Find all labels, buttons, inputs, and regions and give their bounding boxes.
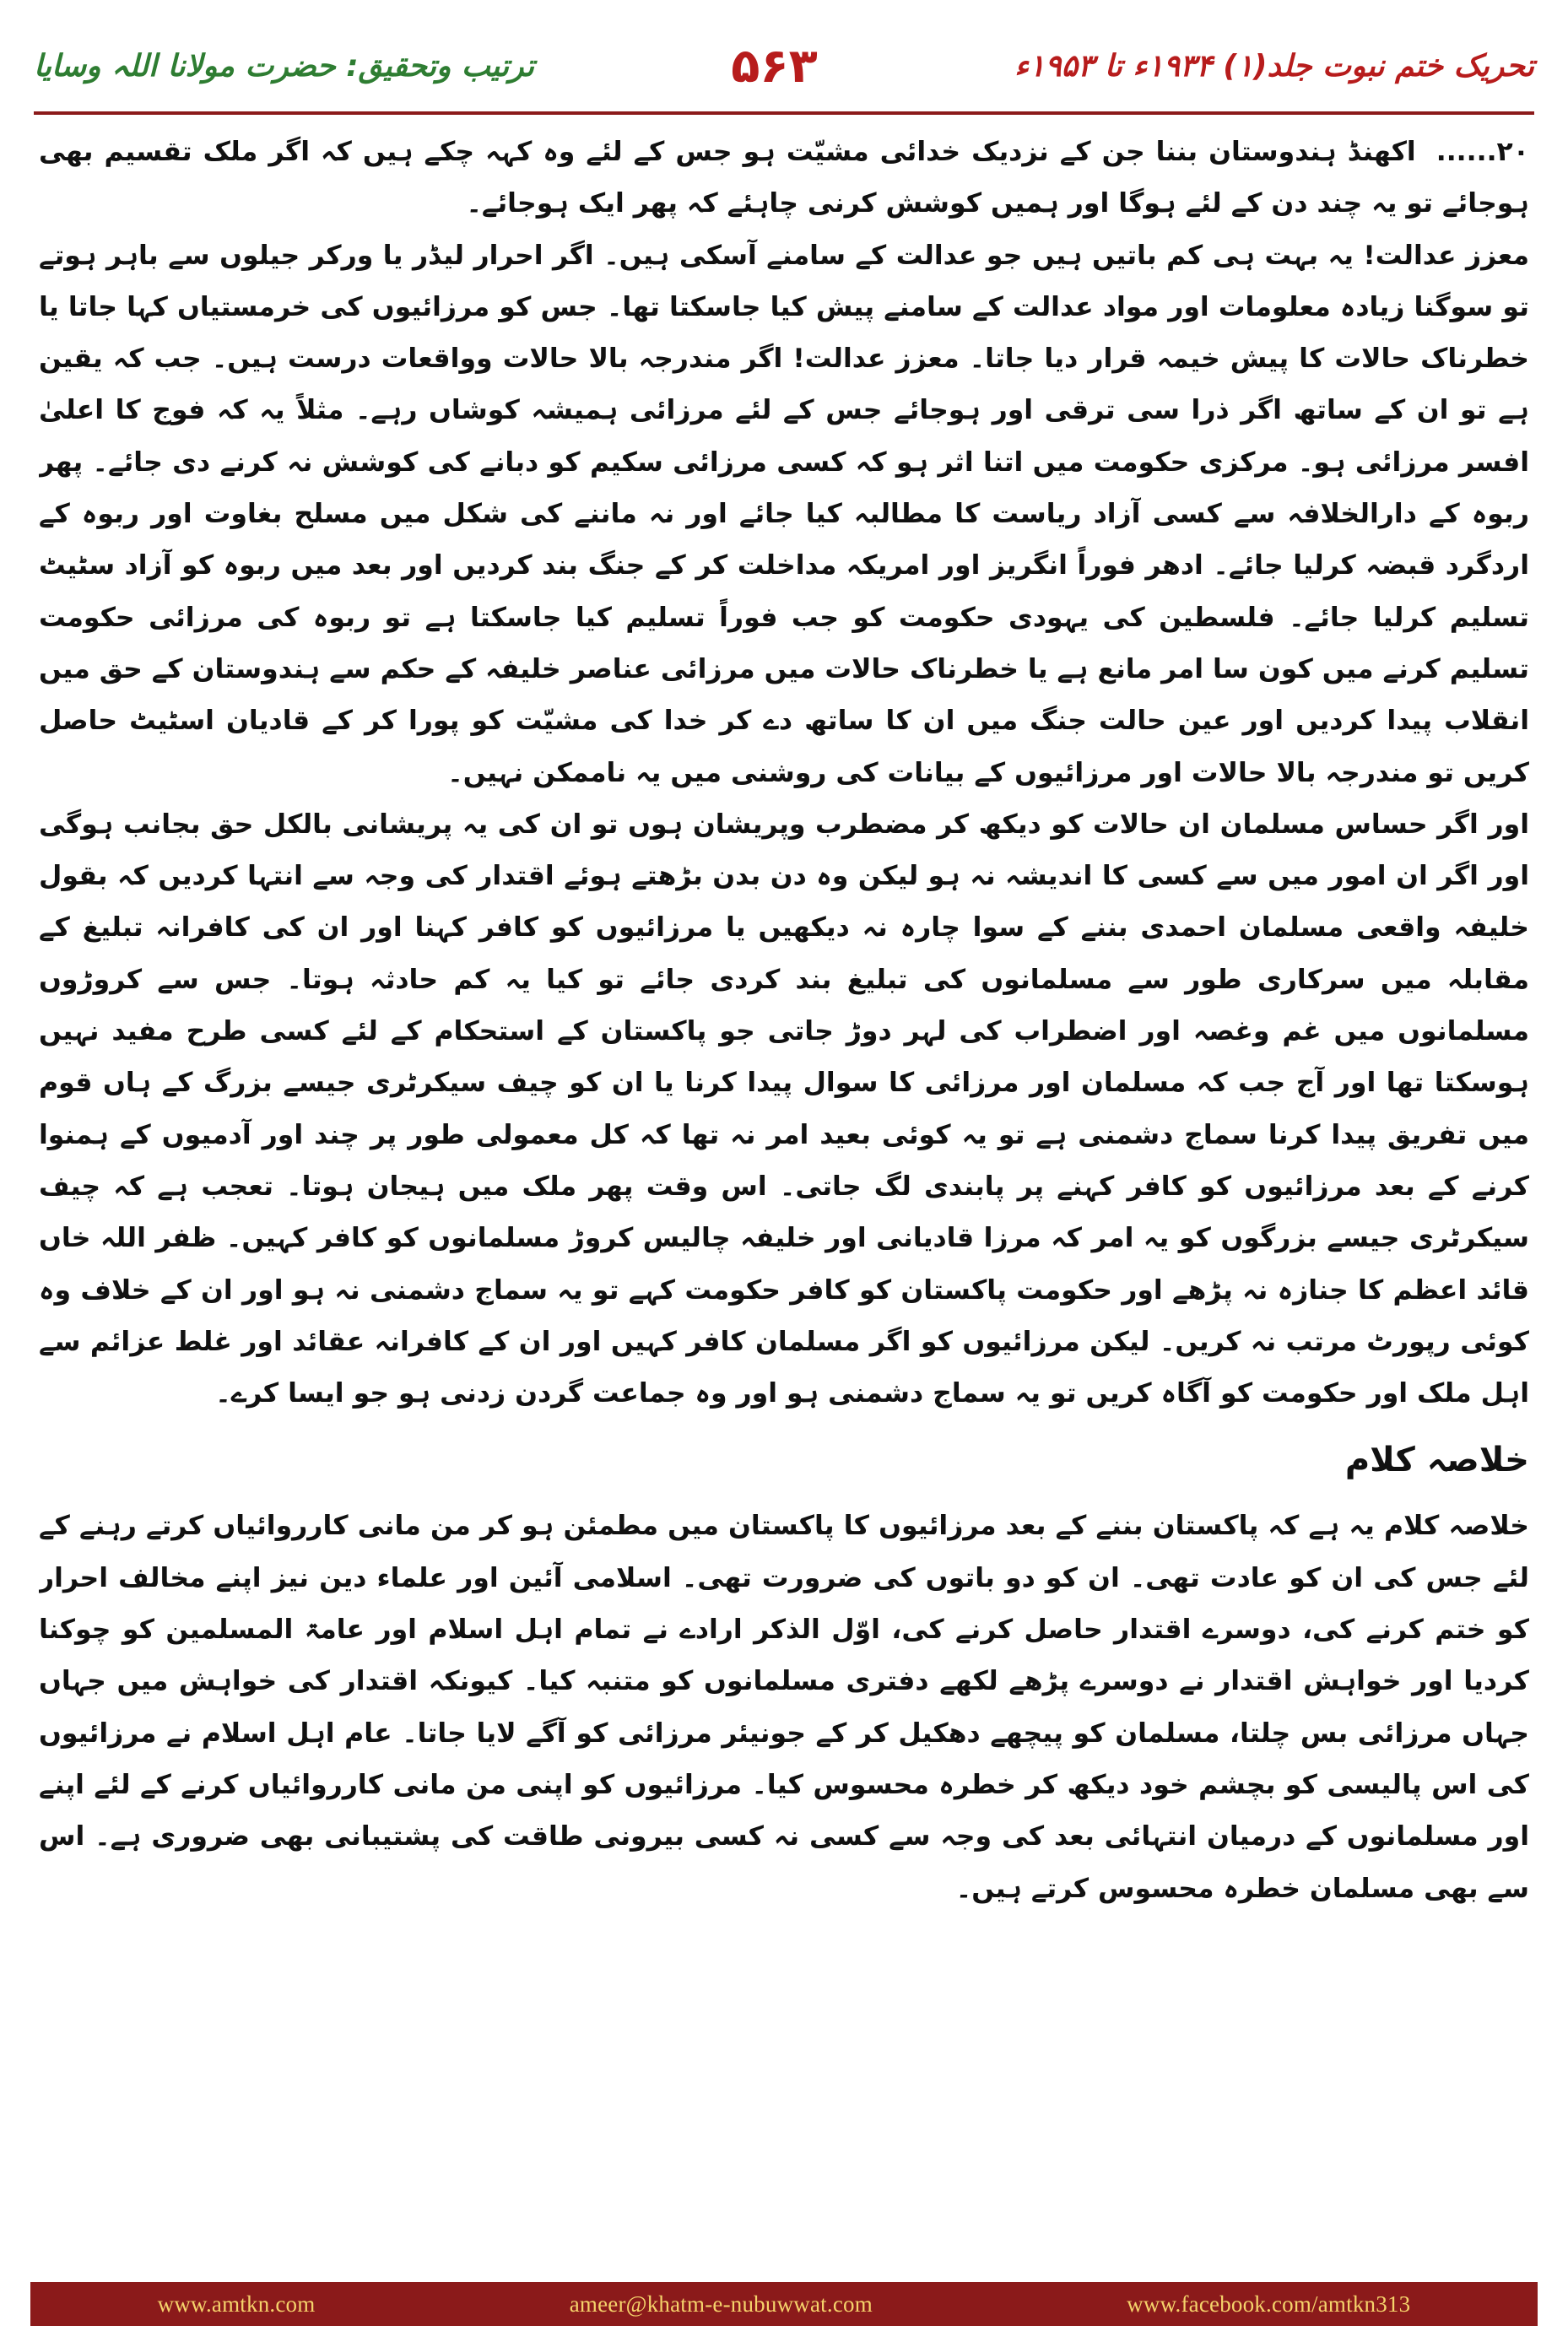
footer-email-link[interactable]: ameer@khatm-e-nubuwwat.com xyxy=(569,2291,873,2317)
paragraph-1 xyxy=(39,127,1529,230)
section-heading: خلاصہ کلام xyxy=(1344,1441,1529,1480)
paragraph-3: اور اگر حساس مسلمان ان حالات کو دیکھ کر مضطرب وپریشان ہوں تو ان کی یہ پریشانی بالکل حق بجانب ہوگی اور اگر ان امور میں سے کسی کا اندیشہ نہ ہو لیکن وہ دن بدن بڑھتے ہوئے اقتدار کی وجہ سے انتہا کردیں کہ بقول خلیفہ واقعی مسلمان احمدی بننے کے سوا چارہ نہ دیکھیں یا مرزائیوں کو کافر کہنا اور ان کی کافرانہ تبلیغ کے مقابلہ میں سرکاری طور سے مسلمانوں کی تبلیغ بند کردی جائے تو کیا یہ کم حادثہ ہوتا۔ جس سے کروڑوں مسلمانوں میں غم وغصہ اور اضطراب کی لہر دوڑ جاتی جو پاکستان کے استحکام کے لئے کسی طرح مفید نہیں ہوسکتا تھا اور آج جب کہ مسلمان اور مرزائی کا سوال پیدا کرنا یا ان کو چیف سیکرٹری جیسے بزرگ کے ہاں قوم میں تفریق پیدا کرنا سماج دشمنی ہے تو یہ کوئی بعید امر نہ تھا کہ کل معمولی طور پر چند اور آدمیوں کے ہمنوا کرنے کے بعد مرزائیوں کو کافر کہنے پر پابندی لگ جاتی۔ اس وقت پھر ملک میں ہیجان ہوتا۔ تعجب ہے کہ چیف سیکرٹری جیسے بزرگوں کو یہ امر کہ مرزا قادیانی اور خلیفہ چالیس کروڑ مسلمانوں کو کافر کہیں۔ ظفر اللہ خاں قائد اعظم کا جنازہ نہ پڑھے اور حکومت پاکستان کو کافر حکومت کہے تو یہ سماج دشمنی نہ ہو اور ان کے خلاف وہ کوئی رپورٹ مرتب نہ کریں۔ لیکن مرزائیوں کو اگر مسلمان کافر کہیں اور ان کے کافرانہ عقائد اور غلط عزائم سے اہل ملک اور حکومت کو آگاہ کریں تو یہ سماج دشمنی ہو اور وہ جماعت گردن زدنی ہو جو ایسا کرے۔ xyxy=(39,809,1529,1409)
page-number: ۵۶۳ xyxy=(731,38,818,94)
header-compiler: ترتیب وتحقیق: حضرت مولانا اللہ وسایا xyxy=(34,48,535,84)
footer-website-link[interactable]: www.amtkn.com xyxy=(157,2291,316,2317)
header-book-title: تحریک ختم نبوت جلد(۱) ۱۹۳۴ء تا ۱۹۵۳ء xyxy=(1014,48,1534,84)
footer-facebook-link[interactable]: www.facebook.com/amtkn313 xyxy=(1127,2291,1411,2317)
page-footer xyxy=(30,2282,1538,2326)
page-header xyxy=(34,24,1534,108)
header-divider xyxy=(34,111,1534,115)
item-number: ۲۰...... xyxy=(1436,137,1529,167)
paragraph-1-text: اکھنڈ ہندوستان بننا جن کے نزدیک خدائی مشیّت ہو جس کے لئے وہ کہہ چکے ہیں کہ اگر ملک تقسیم بھی ہوجائے تو یہ چند دن کے لئے ہوگا اور ہمیں کوشش کرنی چاہئے کہ پھر ایک ہوجائے۔ xyxy=(39,137,1529,219)
paragraph-2: معزز عدالت! یہ بہت ہی کم باتیں ہیں جو عدالت کے سامنے آسکی ہیں۔ اگر احرار لیڈر یا ورکر جیلوں سے باہر ہوتے تو سوگنا زیادہ معلومات اور مواد عدالت کے سامنے پیش کیا جاسکتا تھا۔ جس کو مرزائیوں کی خرمستیاں کہا جاتا یا خطرناک حالات کا پیش خیمہ قرار دیا جاتا۔ معزز عدالت! اگر مندرجہ بالا حالات وواقعات درست ہیں۔ جب کہ یقین ہے تو ان کے ساتھ اگر ذرا سی ترقی اور ہوجائے جس کے لئے مرزائی ہمیشہ کوشاں رہے۔ مثلاً یہ کہ فوج کا اعلیٰ افسر مرزائی ہو۔ مرکزی حکومت میں اتنا اثر ہو کہ کسی مرزائی سکیم کو دبانے کی کوشش نہ کرنے دی جائے۔ پھر ربوہ کے دارالخلافہ سے کسی آزاد ریاست کا مطالبہ کیا جائے اور نہ ماننے کی شکل میں مسلح بغاوت اور ربوہ کے اردگرد قبضہ کرلیا جائے۔ ادھر فوراً انگریز اور امریکہ مداخلت کر کے جنگ بند کردیں اور بعد میں ربوہ کو آزاد سٹیٹ تسلیم کرلیا جائے۔ فلسطین کی یہودی حکومت کو جب فوراً تسلیم کیا جاسکتا ہے تو ربوہ کی مرزائی حکومت تسلیم کرنے میں کون سا امر مانع ہے یا خطرناک حالات میں مرزائی عناصر خلیفہ کے حکم سے ہندوستان کے حق میں انقلاب پیدا کردیں اور عین حالت جنگ میں ان کا ساتھ دے کر خدا کی مشیّت کو پورا کر کے قادیان اسٹیٹ حاصل کریں تو مندرجہ بالا حالات اور مرزائیوں کے بیانات کی روشنی میں یہ ناممکن نہیں۔ xyxy=(39,240,1529,788)
paragraph-4: خلاصہ کلام یہ ہے کہ پاکستان بننے کے بعد مرزائیوں کا پاکستان میں مطمئن ہو کر من مانی کارروائیاں کرتے رہنے کے لئے جس کی ان کو عادت تھی۔ ان کو دو باتوں کی ضرورت تھی۔ اسلامی آئین اور علماء دین نیز اپنے مخالف احرار کو ختم کرنے کی، دوسرے اقتدار حاصل کرنے کی، اوّل الذکر ارادے نے تمام اہل اسلام اور عامۃ المسلمین کو چوکنا کردیا اور خواہش اقتدار نے دوسرے پڑھے لکھے دفتری مسلمانوں کو متنبہ کیا۔ کیونکہ اقتدار کی خواہش میں جہاں جہاں مرزائی بس چلتا، مسلمان کو پیچھے دھکیل کر کے جونیئر مرزائی کو آگے لایا جاتا۔ عام اہل اسلام نے مرزائیوں کی اس پالیسی کو بچشم خود دیکھ کر خطرہ محسوس کیا۔ مرزائیوں کو اپنی من مانی کارروائیاں کرنے کے لئے اپنے اور مسلمانوں کے درمیان انتہائی بعد کی وجہ سے کسی نہ کسی بیرونی طاقت کی پشتیبانی بھی ضروری ہے۔ اس سے بھی مسلمان خطرہ محسوس کرتے ہیں۔ xyxy=(39,1511,1529,1904)
page-body xyxy=(39,127,1529,2186)
